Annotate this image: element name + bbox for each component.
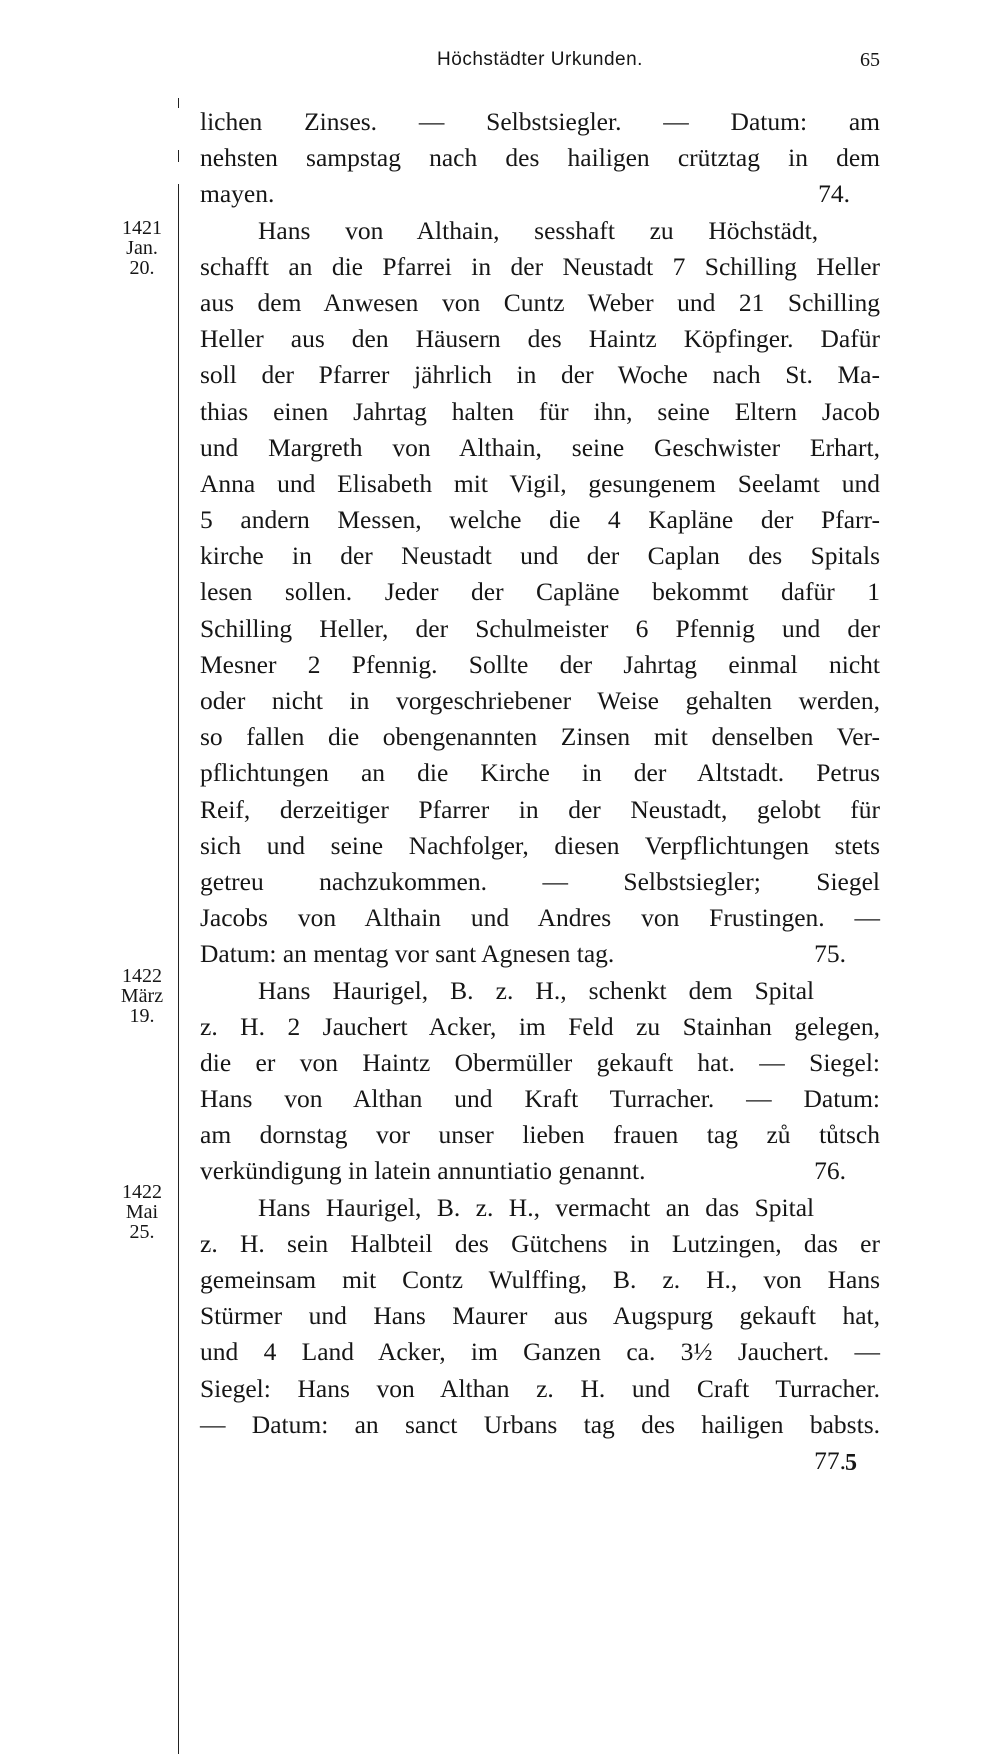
margin-date-1 xyxy=(114,218,170,278)
margin-date-month: Mai xyxy=(125,1201,159,1223)
text-line-fragment: Datum: an mentag vor sant Agnesen tag. xyxy=(200,939,615,969)
text-line: lichen Zinses. — Selbstsiegler. — Datum: am xyxy=(200,107,880,136)
text-line: 5 andern Messen, welche die 4 Kapläne der Pfarr- xyxy=(200,505,880,535)
text-line: Anna und Elisabeth mit Vigil, gesungenem Seelamt und xyxy=(200,468,880,498)
text-line: Hans Haurigel, B. z. H., vermacht an das Spital xyxy=(258,1192,815,1222)
text-line: Reif, derzeitiger Pfarrer in der Neustadt, gelobt für xyxy=(200,794,880,824)
signature-mark: 5 xyxy=(845,1450,857,1476)
text-line: Hans von Althain, sesshaft zu Höchstädt, xyxy=(258,215,819,245)
text-line: sich und seine Nachfolger, diesen Verpflichtungen stets xyxy=(200,830,880,860)
entry-number: 74. xyxy=(818,179,850,209)
text-line xyxy=(200,936,880,972)
running-title: Höchstädter Urkunden. xyxy=(437,49,643,70)
text-line: aus dem Anwesen von Cuntz Weber und 21 Schilling xyxy=(200,287,880,317)
text-line xyxy=(200,1153,880,1189)
entry-number: 77. xyxy=(814,1445,846,1475)
text-line: Stürmer und Hans Maurer aus Augspurg gekauft hat, xyxy=(200,1301,880,1331)
margin-date-day: 19. xyxy=(129,1005,155,1027)
margin-date-year: 1422 xyxy=(122,1181,162,1203)
text-line: Hans von Althan und Kraft Turracher. — Datum: xyxy=(200,1084,880,1114)
text-line: oder nicht in vorgeschriebener Weise gehalten werden, xyxy=(200,686,880,715)
text-line: so fallen die obengenannten Zinsen mit denselben Ver- xyxy=(200,722,880,752)
text-line: z. H. sein Halbteil des Gütchens in Lutzingen, das er xyxy=(200,1228,880,1258)
text-line: am dornstag vor unser lieben frauen tag zů tůtsch xyxy=(200,1120,880,1150)
text-line: Jacobs von Althain und Andres von Frustingen. — xyxy=(200,903,880,933)
text-line: kirche in der Neustadt und der Caplan des Spitals xyxy=(200,541,880,571)
text-line xyxy=(200,176,880,212)
margin-rule-segment xyxy=(178,98,179,108)
margin-rule xyxy=(178,184,179,1754)
margin-date-month: März xyxy=(120,985,164,1007)
text-line: pflichtungen an die Kirche in der Altstadt. Petrus xyxy=(200,758,880,788)
text-line: Siegel: Hans von Althan z. H. und Craft Turracher. xyxy=(200,1373,880,1403)
text-line: und Margreth von Althain, seine Geschwister Erhart, xyxy=(200,432,880,462)
text-line: lesen sollen. Jeder der Capläne bekommt dafür 1 xyxy=(200,577,880,607)
margin-date-3 xyxy=(114,1182,170,1242)
margin-rule-segment xyxy=(178,150,179,162)
margin-date-month: Jan. xyxy=(126,237,158,259)
margin-date-year: 1422 xyxy=(122,965,162,987)
text-line: nehsten sampstag nach des hailigen crütztag in dem xyxy=(200,143,880,173)
document-body xyxy=(200,104,880,1479)
margin-date-day: 20. xyxy=(129,257,155,279)
page-number: 65 xyxy=(860,49,880,71)
running-head xyxy=(200,45,880,79)
text-line: soll der Pfarrer jährlich in der Woche nach St. Ma- xyxy=(200,360,880,390)
text-line: z. H. 2 Jauchert Acker, im Feld zu Stainhan gelegen, xyxy=(200,1011,880,1041)
text-line: Schilling Heller, der Schulmeister 6 Pfennig und der xyxy=(200,613,880,643)
margin-date-year: 1421 xyxy=(122,217,162,239)
text-line: gemeinsam mit Contz Wulffing, B. z. H., von Hans xyxy=(200,1265,880,1294)
text-line: Hans Haurigel, B. z. H., schenkt dem Spital xyxy=(258,975,815,1005)
text-line-fragment: verkündigung in latein annuntiatio genannt. xyxy=(200,1156,646,1186)
margin-date-day: 25. xyxy=(129,1221,155,1243)
text-line: Mesner 2 Pfennig. Sollte der Jahrtag einmal nicht xyxy=(200,649,880,679)
text-line: Heller aus den Häusern des Haintz Köpfinger. Dafür xyxy=(200,324,880,354)
text-line: — Datum: an sanct Urbans tag des hailigen babsts. xyxy=(200,1409,880,1439)
entry-number: 76. xyxy=(814,1156,846,1186)
text-line: die er von Haintz Obermüller gekauft hat. — Siegel: xyxy=(200,1047,880,1077)
margin-date-2 xyxy=(114,966,170,1026)
text-line-fragment: mayen. xyxy=(200,179,275,209)
text-line: und 4 Land Acker, im Ganzen ca. 3½ Jauchert. — xyxy=(200,1337,880,1367)
text-line: schafft an die Pfarrei in der Neustadt 7 Schilling Heller xyxy=(200,251,880,281)
entry-number: 75. xyxy=(814,939,846,969)
text-line: getreu nachzukommen. — Selbstsiegler; Siegel xyxy=(200,866,880,896)
text-line: thias einen Jahrtag halten für ihn, seine Eltern Jacob xyxy=(200,396,880,426)
